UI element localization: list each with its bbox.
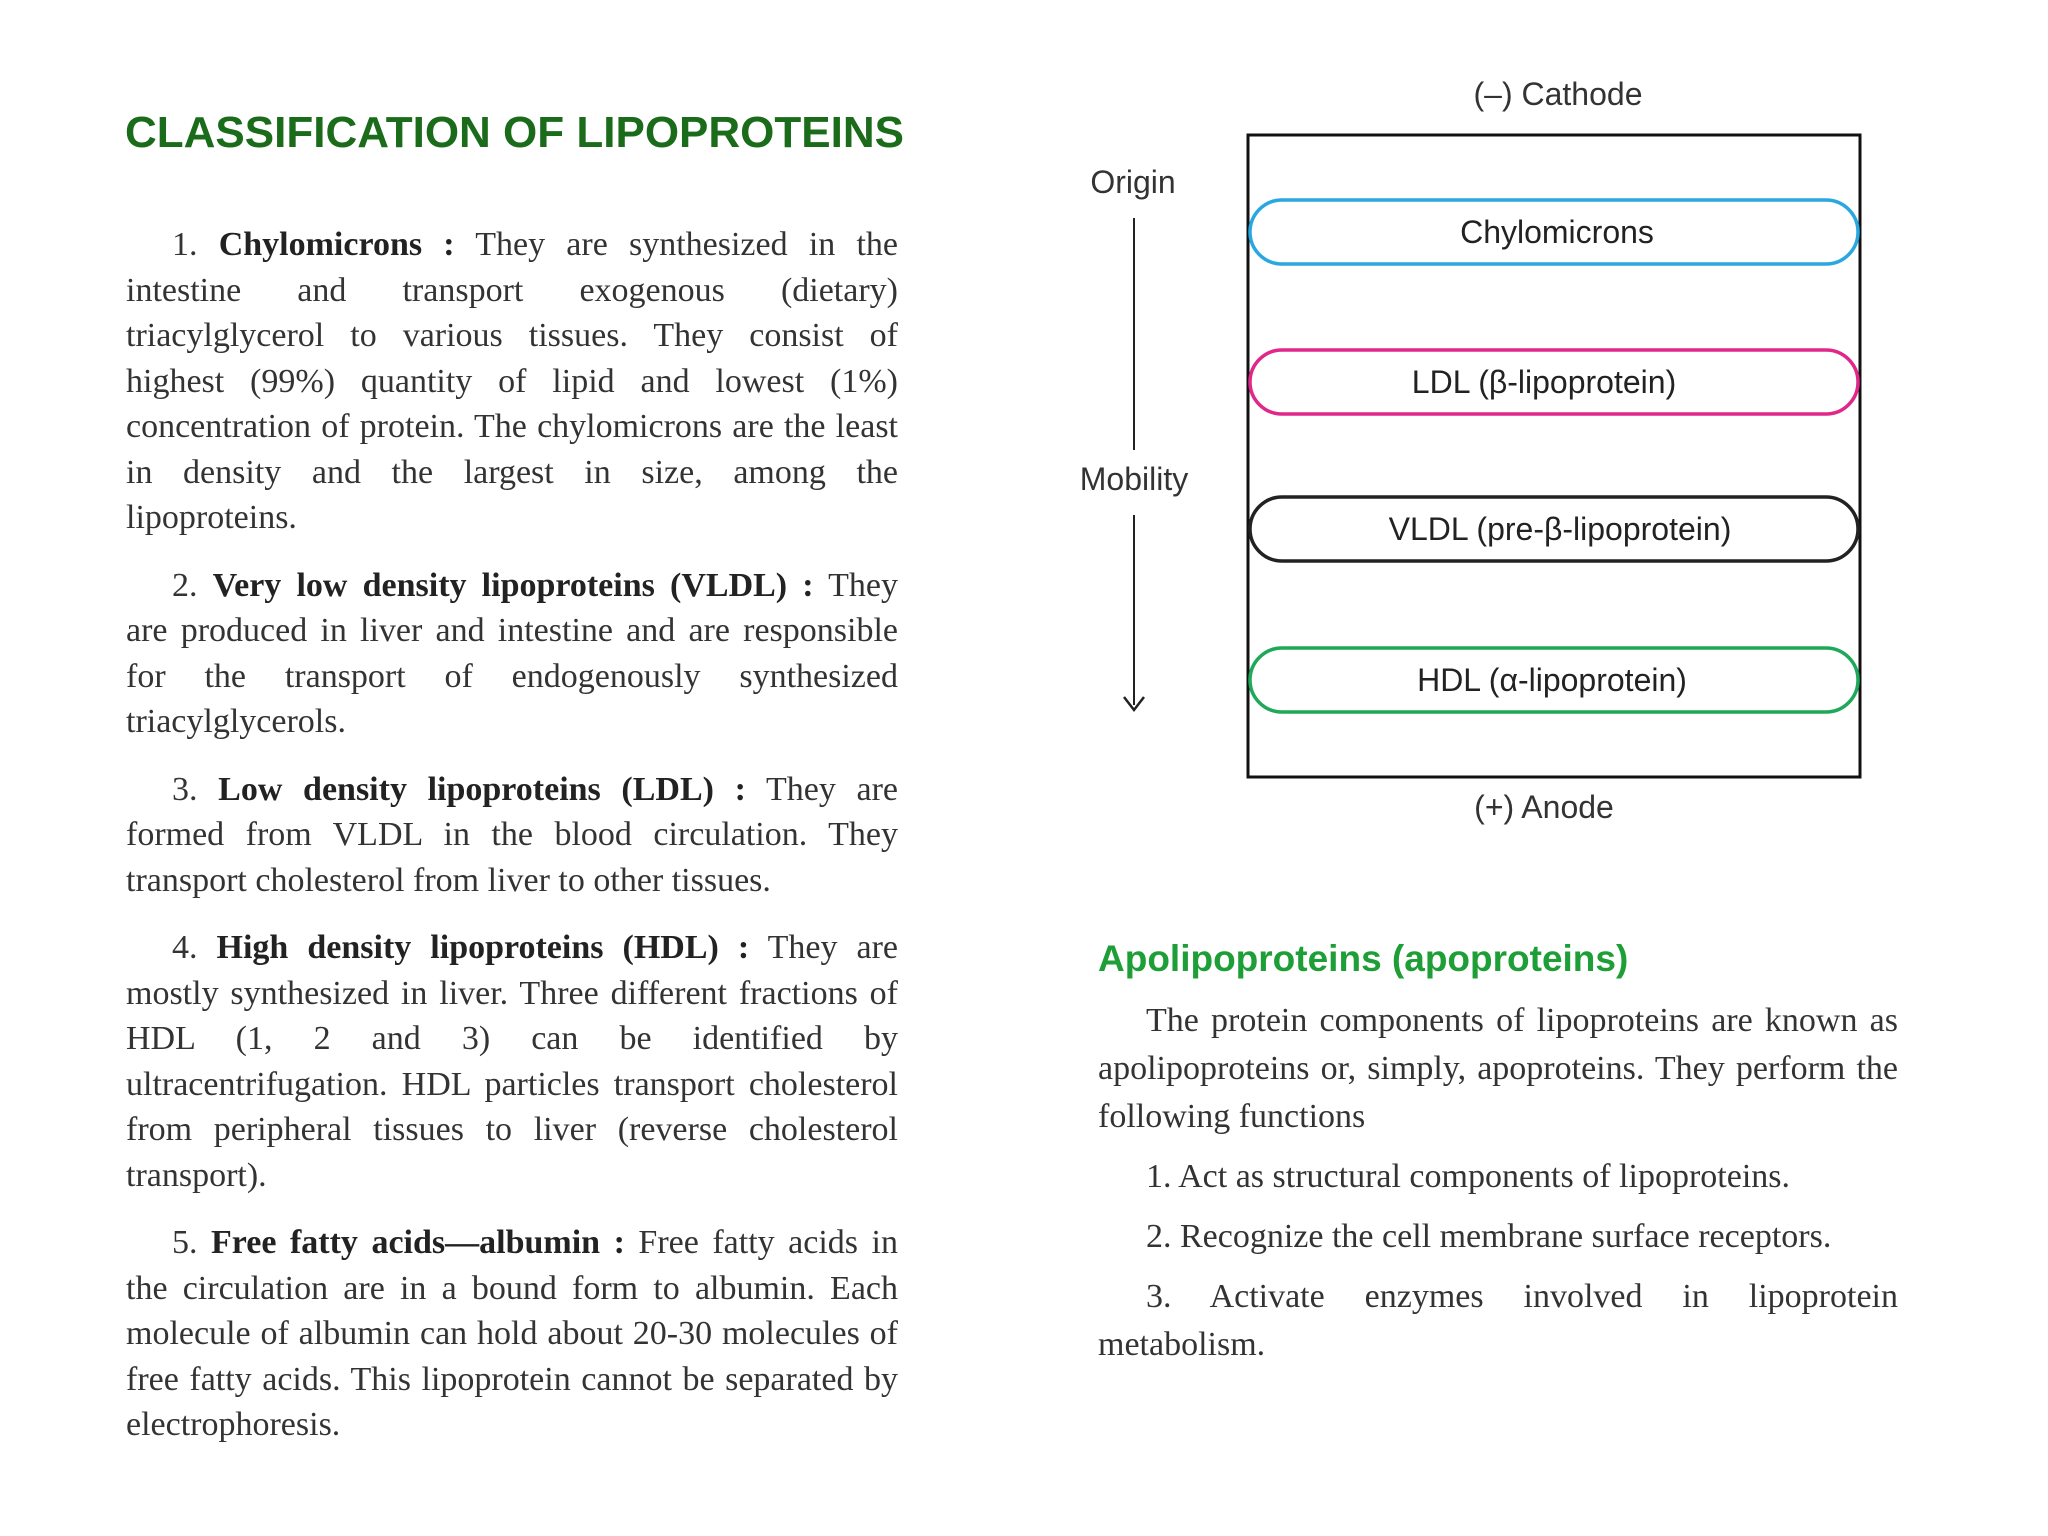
function-item: 1. Act as structural components of lipoproteins. [1146,1158,1790,1195]
origin-label: Origin [1090,164,1176,200]
item-text: They are synthesized in the intestine and transport exogenous (dietary) triacylglycerol to various tissues. They consist of highest (99%) quantity of lipid and lowest (1%) concentration of protein. The chylomicrons are the least in density and the largest in size, among the lipoproteins. [126,226,898,536]
item-number: 5. [172,1224,198,1261]
classification-item [126,767,898,904]
item-term: Chylomicrons : [218,226,455,263]
anode-label: (+) Anode [1474,789,1614,825]
band-label: LDL (β-lipoprotein) [1411,364,1677,400]
item-number: 3. [172,770,198,808]
item-number: 4. [172,929,198,966]
item-number: 1. [172,226,198,263]
item-term: High density lipoproteins (HDL) : [216,929,750,966]
item-text: Free fatty acids in the circulation are in a bound form to albumin. Each molecule of albumin can hold about 20-30 molecules of free fatty acids. This lipoprotein cannot be separated by electrophoresis. [126,1224,898,1443]
page-title: CLASSIFICATION OF LIPOPROTEINS [125,108,904,157]
classification-item [126,1220,898,1448]
section-heading: Apolipoproteins (apoproteins) [1098,938,1629,979]
band-label: Chylomicrons [1460,214,1654,250]
classification-item [126,563,898,745]
item-text: They are formed from VLDL in the blood circulation. They transport cholesterol from liver to other tissues. [126,770,898,899]
function-list [1098,1153,1898,1369]
classification-list [126,222,898,1470]
function-item: 2. Recognize the cell membrane surface receptors. [1146,1218,1832,1255]
item-number: 2. [172,566,198,604]
item-term: Free fatty acids—albumin : [211,1224,625,1261]
classification-item [126,222,898,541]
item-term: Very low density lipoproteins (VLDL) : [212,566,814,604]
classification-item [126,925,898,1198]
electrophoresis-diagram [1060,60,1940,840]
item-text: They are produced in liver and intestine and are responsible for the transport of endogenously synthesized triacylglycerols. [126,566,899,740]
function-item: 3. Activate enzymes involved in lipoprotein metabolism. [1098,1278,1898,1363]
band-label: VLDL (pre-β-lipoprotein) [1388,511,1732,547]
band-label: HDL (α-lipoprotein) [1417,662,1687,698]
section-intro: The protein components of lipoproteins are known as apolipoproteins or, simply, apoproteins. They perform the following functions [1098,1002,1898,1135]
mobility-label: Mobility [1079,461,1189,497]
item-text: They are mostly synthesized in liver. Three different fractions of HDL (1, 2 and 3) can be identified by ultracentrifugation. HDL particles transport cholesterol from peripheral tissues to liver (reverse cholesterol transport). [126,929,898,1194]
apolipoproteins-section [1098,935,1898,1381]
item-term: Low density lipoproteins (LDL) : [218,770,746,808]
cathode-label: (–) Cathode [1473,76,1643,112]
